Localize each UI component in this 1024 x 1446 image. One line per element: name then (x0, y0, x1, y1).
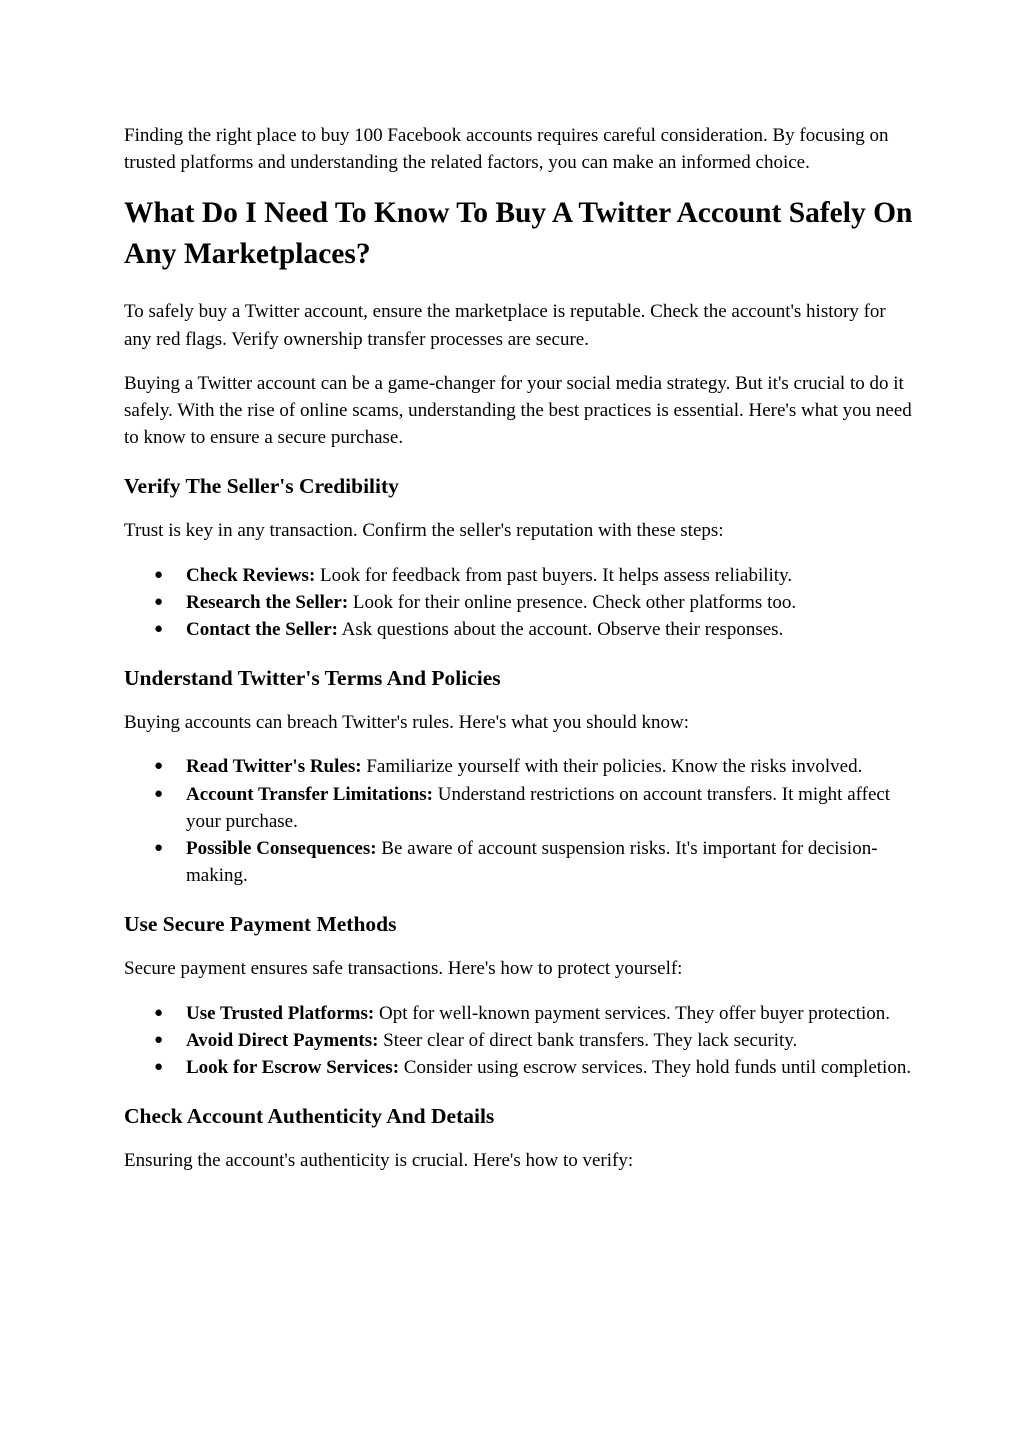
item-label: Contact the Seller: (186, 619, 338, 641)
bullet-icon: ● (154, 566, 164, 583)
section-heading: Verify The Seller's Credibility (124, 474, 399, 499)
list-item (124, 753, 914, 780)
item-label: Research the Seller: (186, 591, 349, 613)
item-text: Familiarize yourself with their policies. Know the risks involved. (361, 756, 863, 778)
bullet-list (124, 1000, 914, 1082)
bullet-icon: ● (154, 621, 164, 638)
item-text: Look for feedback from past buyers. It helps assess reliability. (315, 564, 793, 586)
item-label: Use Trusted Platforms: (186, 1002, 375, 1024)
document-page (124, 122, 914, 1191)
section-lead: Trust is key in any transaction. Confirm the seller's reputation with these steps: (124, 520, 724, 542)
item-text: Consider using escrow services. They hold funds until completion. (399, 1057, 912, 1079)
bullet-list (124, 753, 914, 889)
section-lead: Ensuring the account's authenticity is crucial. Here's how to verify: (124, 1150, 634, 1172)
item-label: Possible Consequences: (186, 838, 377, 860)
section-lead: Secure payment ensures safe transactions. Here's how to protect yourself: (124, 958, 683, 980)
item-label: Check Reviews: (186, 564, 316, 586)
list-item (124, 1027, 914, 1054)
list-item (124, 616, 914, 643)
bullet-icon: ● (154, 593, 164, 610)
bullet-icon: ● (154, 758, 164, 775)
list-item (124, 835, 914, 889)
page-title: What Do I Need To Know To Buy A Twitter Account Safely On Any Marketplaces? (124, 197, 913, 271)
bullet-icon: ● (154, 1031, 164, 1048)
intro-paragraph: Finding the right place to buy 100 Facebook accounts requires careful consideration. By focusing on trusted platforms and understanding the related factors, you can make an informed choice. (124, 125, 889, 174)
summary-paragraph: To safely buy a Twitter account, ensure the marketplace is reputable. Check the account's history for any red flags. Verify ownership transfer processes are secure. (124, 301, 886, 350)
item-text: Opt for well-known payment services. They offer buyer protection. (374, 1002, 891, 1024)
item-label: Account Transfer Limitations: (186, 783, 433, 805)
section-lead: Buying accounts can breach Twitter's rules. Here's what you should know: (124, 712, 690, 734)
list-item (124, 781, 914, 835)
bullet-list (124, 562, 914, 644)
item-text: Look for their online presence. Check other platforms too. (348, 591, 797, 613)
section-heading: Use Secure Payment Methods (124, 912, 397, 937)
list-item (124, 1000, 914, 1027)
bullet-icon: ● (154, 785, 164, 802)
item-text: Be aware of account suspension risks. It's important for decision-making. (186, 838, 878, 887)
bullet-icon: ● (154, 1004, 164, 1021)
bullet-icon: ● (154, 840, 164, 857)
bullet-icon: ● (154, 1059, 164, 1076)
item-text: Steer clear of direct bank transfers. They lack security. (378, 1029, 798, 1051)
context-paragraph: Buying a Twitter account can be a game-changer for your social media strategy. But it's crucial to do it safely. With the rise of online scams, understanding the best practices is essential. Here's what you need to know to ensure a secure purchase. (124, 372, 912, 449)
section-heading: Check Account Authenticity And Details (124, 1104, 495, 1129)
item-label: Look for Escrow Services: (186, 1057, 400, 1079)
item-label: Read Twitter's Rules: (186, 756, 362, 778)
section-heading: Understand Twitter's Terms And Policies (124, 666, 501, 691)
item-text: Ask questions about the account. Observe their responses. (337, 619, 784, 641)
list-item (124, 1054, 914, 1081)
list-item (124, 562, 914, 589)
list-item (124, 589, 914, 616)
item-text: Understand restrictions on account transfers. It might affect your purchase. (186, 783, 891, 832)
item-label: Avoid Direct Payments: (186, 1029, 379, 1051)
